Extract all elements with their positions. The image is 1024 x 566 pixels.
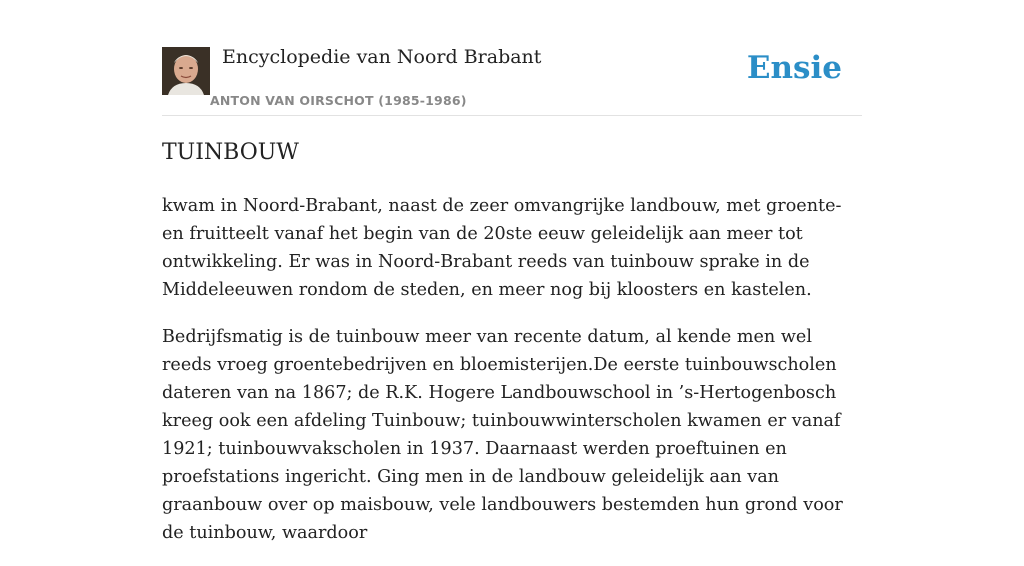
author-name[interactable]: ANTON VAN OIRSCHOT (1985-1986) xyxy=(210,93,467,108)
book-title[interactable]: Encyclopedie van Noord Brabant xyxy=(222,46,542,68)
entry-paragraph: Bedrijfsmatig is de tuinbouw meer van recente datum, al kende men wel reeds vroeg groentebedrijven en bloemisterijen.De eerste tuinbouwscholen dateren van na 1867; de R.K. Hogere Landbouwschool in ’s-Hertogenbosch kreeg ook een afdeling Tuinbouw; tuinbouwwinterscholen kwamen er vanaf 1921; tuinbouwvakscholen in 1937. Daarnaast werden proeftuinen en proefstations ingericht. Ging men in de landbouw geleidelijk aan van graanbouw over op maisbouw, vele landbouwers bestemden hun grond voor de tuinbouw, waardoor xyxy=(162,327,843,543)
entry-paragraph: kwam in Noord-Brabant, naast de zeer omvangrijke landbouw, met groente- en fruitteelt vanaf het begin van de 20ste eeuw geleidelijk aan meer tot ontwikkeling. Er was in Noord-Brabant reeds van tuinbouw sprake in de Middeleeuwen rondom de steden, en meer nog bij kloosters en kastelen. xyxy=(162,196,842,300)
header-divider xyxy=(162,115,862,116)
author-portrait xyxy=(162,47,210,95)
author-avatar xyxy=(162,47,210,95)
entry-title: TUINBOUW xyxy=(162,140,299,165)
entry-body xyxy=(162,192,862,566)
brand-logo[interactable]: Ensie xyxy=(746,50,842,86)
